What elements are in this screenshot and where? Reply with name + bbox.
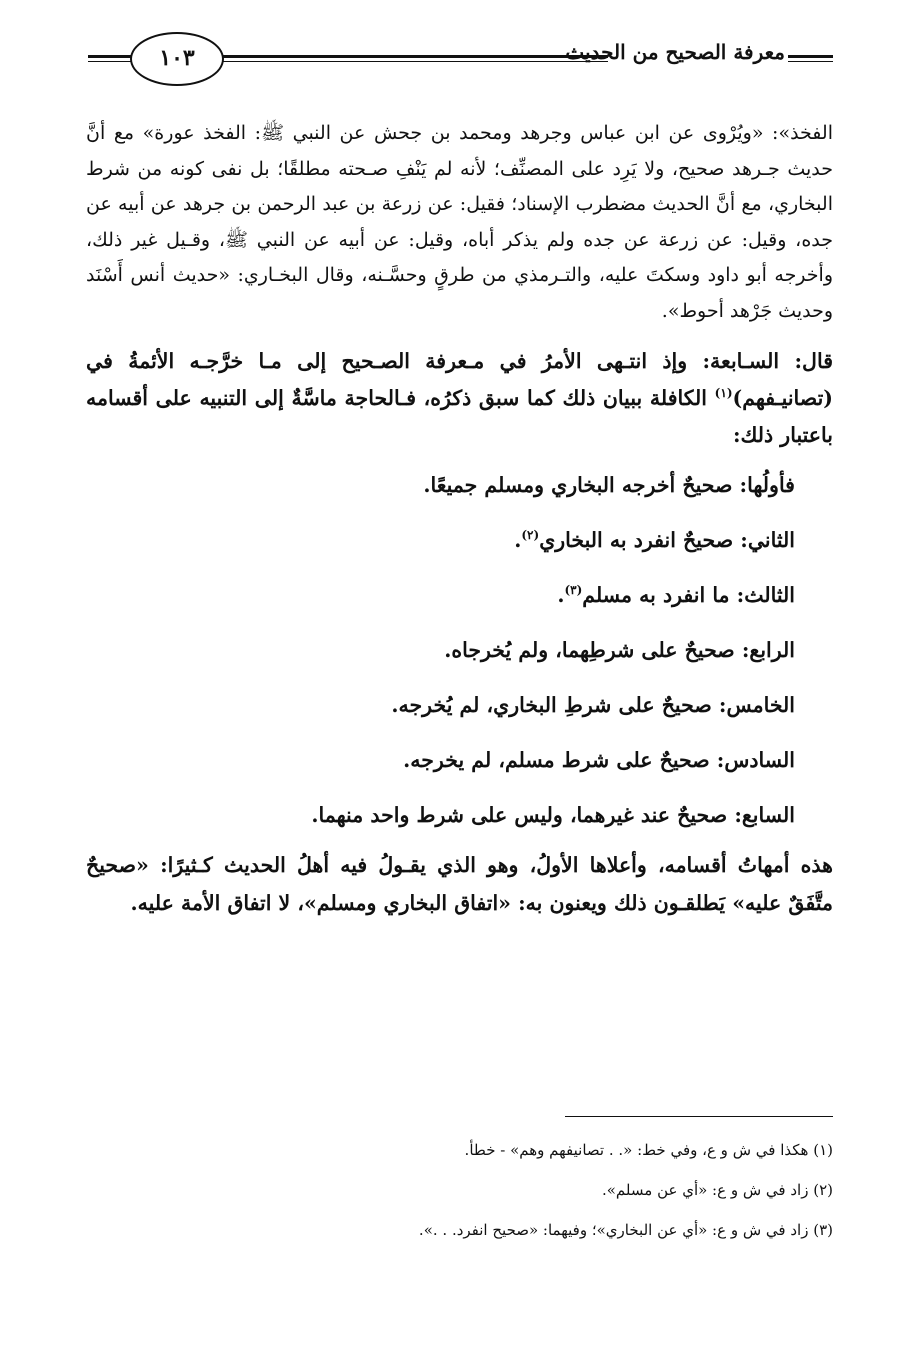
footnotes: [86, 1140, 833, 1260]
header-rule-left: [88, 55, 136, 62]
division-text: الثاني: صحيحٌ انفرد به البخاري: [539, 528, 795, 552]
division-text: الرابع: صحيحٌ على شرطِهما، ولم يُخرجاه.: [444, 638, 795, 662]
footnote-ref-1: (١): [714, 386, 733, 401]
footnote-1: (١) هكذا في ش و ع، وفي خط: «. . تصانيفهم وهم» - خطأ.: [464, 1141, 833, 1159]
list-item: [86, 788, 795, 843]
page-header: [88, 26, 833, 86]
seventh-paragraph: [86, 343, 833, 454]
running-title: معرفة الصحيح من الحديث: [565, 40, 785, 64]
intro-paragraph: الفخذ»: «ويُرْوى عن ابن عباس وجرهد ومحمد بن جحش عن النبي ﷺ: الفخذ عورة» مع أنَّ حديث جـرهد صحيح، ولا يَرِد على المصنِّف؛ لأنه لم يَنْفِ صـحته مطلقًا؛ بل نفى كونه من شرط البخاري، مع أنَّ الحديث مضطرب الإسناد؛ فقيل: عن زرعة بن عبد الرحمن بن جرهد عن أبيه عن جده، وقيل: عن زرعة عن جده ولم يذكر أباه، وقيل: عن أبيه عن النبي ﷺ، وقـيل غير ذلك، وأخرجه أبو داود وسكتَ عليه، والتـرمذي من طرقٍ وحسَّـنه، وقال البخـاري: «حديث أنس أَسْنَد وحديث جَرْهد أحوط».: [86, 122, 833, 322]
main-text: [86, 116, 833, 922]
divisions-list: [86, 458, 833, 843]
list-item: [86, 623, 795, 678]
division-text: فأولُها: صحيحٌ أخرجه البخاري ومسلم جميعًا.: [423, 473, 795, 497]
page-number: ١٠٣: [130, 32, 224, 86]
footnote-ref-3: (٣): [564, 583, 583, 598]
footnote-3: (٣) زاد في ش و ع: «أي عن البخاري»؛ وفيهما: «صحيح انفرد. . .».: [418, 1221, 833, 1239]
division-tail: .: [514, 528, 522, 552]
closing-paragraph: هذه أمهاتُ أقسامه، وأعلاها الأولُ، وهو الذي يقـولُ فيه أهلُ الحديث كـثيرًا: «صحيحٌ متَّفَقٌ عليه» يَطلقـون ذلك ويعنون به: «اتفاق البخاري ومسلم»، لا اتفاق الأمة عليه.: [86, 853, 833, 915]
division-tail: .: [557, 583, 565, 607]
footnote-divider: [565, 1116, 833, 1117]
list-item: [86, 678, 795, 733]
list-item: [86, 513, 795, 568]
footnote-ref-2: (٢): [521, 528, 540, 543]
division-text: السادس: صحيحٌ على شرط مسلم، لم يخرجه.: [403, 748, 795, 772]
list-item: [86, 733, 795, 788]
division-text: الخامس: صحيحٌ على شرطِ البخاري، لم يُخرجه.: [391, 693, 795, 717]
seventh-paragraph-end: الكافلة ببيان ذلك كما سبق ذكرُه، فـالحاجة ماسَّةٌ إلى التنبيه على أقسامه باعتبار ذلك:: [86, 386, 833, 447]
footnote-2: (٢) زاد في ش و ع: «أي عن مسلم».: [601, 1181, 833, 1199]
header-rule-right: [788, 55, 833, 62]
division-text: الثالث: ما انفرد به مسلم: [582, 583, 795, 607]
list-item: [86, 568, 795, 623]
header-rule-middle: [213, 55, 608, 62]
list-item: [86, 458, 795, 513]
division-text: السابع: صحيحٌ عند غيرهما، وليس على شرط واحد منهما.: [311, 803, 795, 827]
seventh-paragraph-start: قال: السـابعة: وإذ انتـهى الأمرُ في مـعرفة الصـحيح إلى مـا خرَّجـه الأئمةُ في (تصانيـفهم): [86, 349, 833, 410]
